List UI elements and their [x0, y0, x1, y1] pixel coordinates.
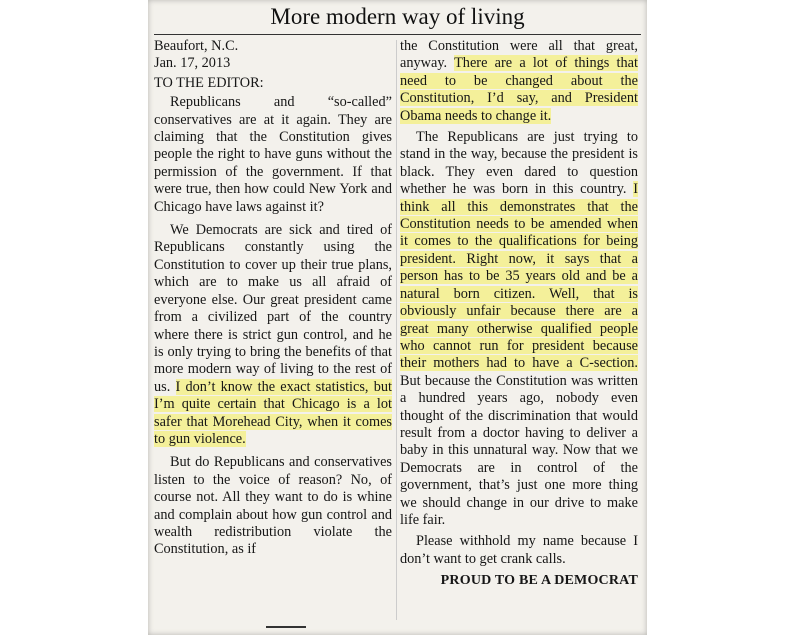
headline: More modern way of living	[270, 4, 525, 29]
paragraph-4-tail: But because the Constitution was written a hundred years ago, nobody even thought of the discrimination that would result from a doctor having to deliver a baby in this unnatural way. Now that we Democrats are in control of the government, that’s just one more thing we should change in our drive to make life fair.	[400, 372, 638, 528]
footer-rule	[266, 626, 306, 628]
paragraph-4	[400, 129, 638, 529]
paragraph-4-highlight: I think all this demonstrates that the Constitution needs to be amended when it comes to the qualifications for being president. Right now, it says that a person has to be 35 years old and be a natural born citizen. Well, that is obviously unfair because there are a great many otherwise qualified people who cannot run for president because their mothers had to have a C-section.	[400, 181, 638, 372]
paragraph-3-end	[400, 38, 638, 125]
paragraph-3-start: But do Republicans and conservatives listen to the voice of reason? No, of course not. All they want to do is whine and complain about how gun control and wealth redistribution violate the Constitution, as if	[154, 454, 392, 558]
salutation: TO THE EDITOR:	[154, 74, 264, 91]
paragraph-1: Republicans and “so-called” conservatives are at it again. They are claiming that the Constitution gives people the right to have guns without the permission of the government. If that were true, then how could New York and Chicago have laws against it?	[154, 94, 392, 215]
dateline-date: Jan. 17, 2013	[154, 55, 231, 72]
paragraph-2	[154, 222, 392, 448]
paragraph-5: Please withhold my name because I don’t want to get crank calls.	[400, 533, 638, 567]
paragraph-3-end-highlight: There are a lot of things that need to be changed about the Constitution, I’d say, and President Obama needs to change it.	[400, 55, 638, 124]
newspaper-clipping	[148, 0, 647, 635]
paragraph-3-end-text: the Constitution were all that great, anyway.	[400, 38, 638, 72]
dateline-place: Beaufort, N.C.	[154, 38, 239, 54]
paragraph-2-highlight: I don’t know the exact statistics, but I’m quite certain that Chicago is a lot safer that Morehead City, when it comes to gun violence.	[154, 378, 392, 447]
paragraph-4-text: The Republicans are just trying to stand in the way, because the president is black. They even dared to question whether he was born in this country.	[400, 129, 638, 198]
signature: PROUD TO BE A DEMOCRAT	[440, 573, 638, 589]
right-column	[400, 38, 638, 590]
headline-rule	[154, 34, 641, 35]
column-divider	[396, 40, 397, 620]
paragraph-2-text: We Democrats are sick and tired of Republicans constantly using the Constitution to cover up their true plans, which are to make us all afraid of everyone else. Our great president came from a civilized part of the country where there is strict gun control, and he is only trying to bring the benefits of that more modern way of living to the rest of us.	[154, 222, 392, 395]
left-column	[154, 38, 392, 559]
